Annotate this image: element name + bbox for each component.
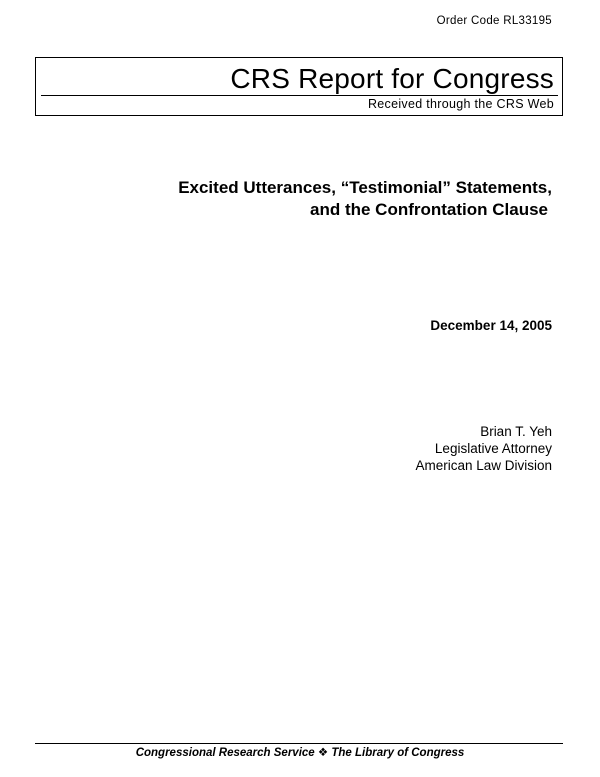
- header-subtitle: Received through the CRS Web: [367, 97, 554, 111]
- author-name: Brian T. Yeh: [480, 424, 552, 439]
- report-date: December 14, 2005: [430, 318, 552, 333]
- report-title: [82, 177, 552, 221]
- report-title-line-2: and the Confrontation Clause: [310, 200, 548, 219]
- footer-divider: [35, 743, 563, 744]
- footer-text: Congressional Research Service ❖ The Library of Congress: [135, 747, 465, 759]
- report-header-box: [35, 57, 563, 116]
- author-division: American Law Division: [415, 458, 552, 473]
- author-block: [415, 423, 552, 474]
- author-position: Legislative Attorney: [434, 441, 552, 456]
- header-title: CRS Report for Congress: [230, 63, 554, 94]
- report-title-line-1: Excited Utterances, “Testimonial” Statements,: [178, 178, 552, 197]
- order-code: Order Code RL33195: [436, 15, 552, 27]
